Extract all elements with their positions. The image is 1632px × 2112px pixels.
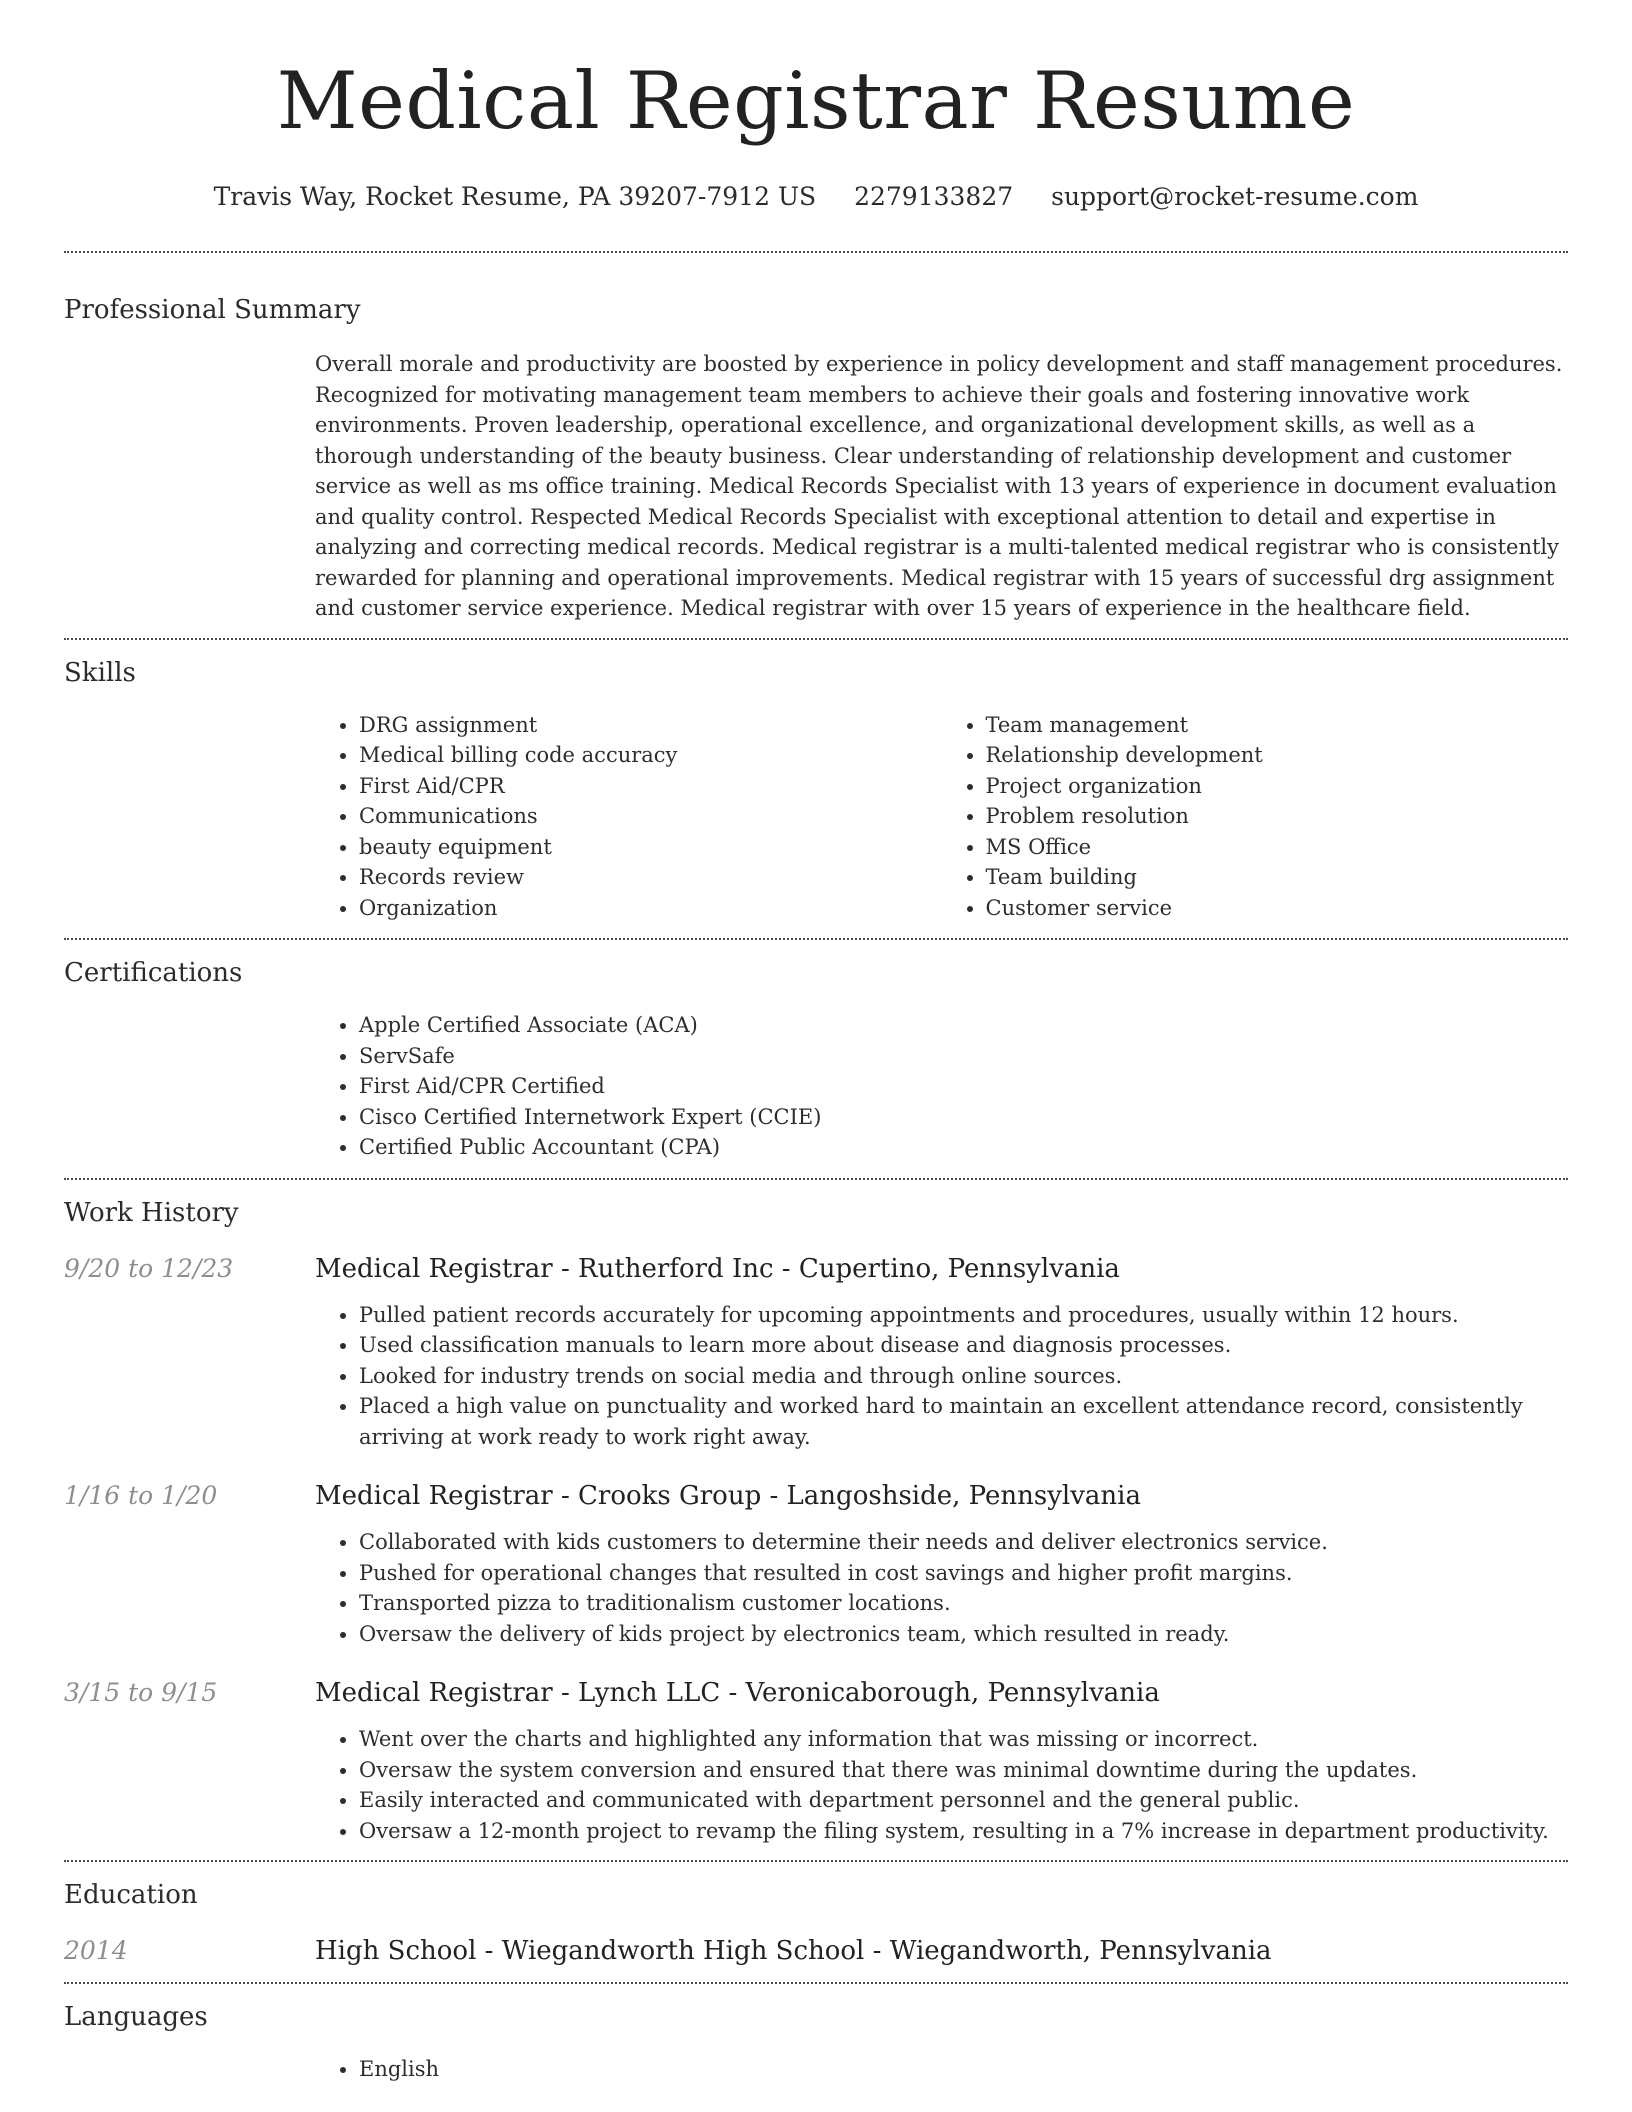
job-entry: [64, 1676, 1568, 1846]
job-bullet: • Placed a high value on punctuality and worked hard to maintain an excellent attendance record, consistently arriving at work ready to work right away.: [359, 1391, 1568, 1452]
languages-section: [64, 2000, 1568, 2085]
certification-item: • First Aid/CPR Certified: [359, 1071, 1568, 1102]
section-heading-skills: Skills: [64, 657, 136, 688]
skills-column-left: [315, 710, 942, 924]
job-dates: 3/15 to 9/15: [64, 1678, 218, 1707]
skills-column-right: [942, 710, 1569, 924]
section-heading-work-history: Work History: [64, 1197, 239, 1228]
skill-item: • Organization: [359, 893, 942, 924]
job-bullet: • Went over the charts and highlighted any information that was missing or incorrect.: [359, 1724, 1568, 1755]
skill-item: • First Aid/CPR: [359, 771, 942, 802]
certifications-section: [64, 956, 1568, 1163]
job-bullet: • Collaborated with kids customers to determine their needs and deliver electronics service.: [359, 1527, 1568, 1558]
job-title: Medical Registrar - Crooks Group - Langoshside, Pennsylvania: [315, 1481, 1141, 1511]
contact-phone: 2279133827: [854, 182, 1014, 211]
section-divider: [64, 1860, 1568, 1862]
education-entry: [64, 1934, 1568, 1968]
languages-list: [315, 2054, 1568, 2085]
job-bullets: [315, 1300, 1568, 1453]
section-divider: [64, 1982, 1568, 1984]
skill-item: • Customer service: [986, 893, 1569, 924]
language-item: • English: [359, 2054, 1568, 2085]
job-bullets: [315, 1724, 1568, 1846]
job-bullet: • Easily interacted and communicated with department personnel and the general public.: [359, 1785, 1568, 1816]
contact-address: Travis Way, Rocket Resume, PA 39207-7912 US: [213, 182, 817, 211]
section-heading-summary: Professional Summary: [64, 295, 361, 325]
job-bullet: • Transported pizza to traditionalism customer locations.: [359, 1588, 1568, 1619]
summary-text: Overall morale and productivity are boosted by experience in policy development and staff management procedures. Recognized for motivating management team members to achieve their goals and fostering innovative work environments. Proven leadership, operational excellence, and organizational development skills, as well as a thorough understanding of the beauty business. Clear understanding of relationship development and customer service as well as ms office training. Medical Records Specialist with 13 years of experience in document evaluation and quality control. Respected Medical Records Specialist with exceptional attention to detail and expertise in analyzing and correcting medical records. Medical registrar is a multi-talented medical registrar who is consistently rewarded for planning and operational improvements. Medical registrar with 15 years of successful drg assignment and customer service experience. Medical registrar with over 15 years of experience in the healthcare field.: [315, 352, 1563, 620]
skill-item: • Medical billing code accuracy: [359, 740, 942, 771]
certification-item: • Cisco Certified Internetwork Expert (CCIE): [359, 1102, 1568, 1133]
education-year: 2014: [64, 1936, 128, 1965]
skill-item: • MS Office: [986, 832, 1569, 863]
skill-item: • Team building: [986, 862, 1569, 893]
job-entry: [64, 1252, 1568, 1453]
job-bullet: • Looked for industry trends on social media and through online sources.: [359, 1361, 1568, 1392]
skill-item: • Records review: [359, 862, 942, 893]
job-dates: 9/20 to 12/23: [64, 1253, 234, 1283]
section-divider: [64, 638, 1568, 640]
job-bullet: • Oversaw the delivery of kids project by electronics team, which resulted in ready.: [359, 1619, 1568, 1650]
job-bullet: • Pulled patient records accurately for upcoming appointments and procedures, usually within 12 hours.: [359, 1300, 1568, 1331]
work-history-section: [64, 1196, 1568, 1847]
skill-item: • Problem resolution: [986, 801, 1569, 832]
education-section: [64, 1878, 1568, 1968]
certification-item: • Apple Certified Associate (ACA): [359, 1010, 1568, 1041]
skills-grid: [315, 710, 1568, 924]
certifications-list: [315, 1010, 1568, 1163]
job-title: Medical Registrar - Lynch LLC - Veronicaborough, Pennsylvania: [315, 1678, 1160, 1708]
resume-title: Medical Registrar Resume: [276, 55, 1356, 147]
section-divider: [64, 1178, 1568, 1180]
summary-section: [64, 293, 1568, 624]
section-heading-languages: Languages: [64, 2002, 208, 2032]
job-entry: [64, 1479, 1568, 1649]
section-heading-education: Education: [64, 1880, 198, 1910]
skill-item: • Communications: [359, 801, 942, 832]
job-bullet: • Used classification manuals to learn more about disease and diagnosis processes.: [359, 1330, 1568, 1361]
job-bullet: • Oversaw a 12-month project to revamp the filing system, resulting in a 7% increase in department productivity.: [359, 1816, 1568, 1847]
section-divider: [64, 938, 1568, 940]
certification-item: • ServSafe: [359, 1041, 1568, 1072]
job-bullets: [315, 1527, 1568, 1649]
job-title: Medical Registrar - Rutherford Inc - Cupertino, Pennsylvania: [315, 1253, 1120, 1284]
contact-line: [64, 181, 1568, 213]
job-bullet: • Pushed for operational changes that resulted in cost savings and higher profit margins.: [359, 1558, 1568, 1589]
skill-item: • beauty equipment: [359, 832, 942, 863]
section-heading-certifications: Certifications: [64, 958, 243, 988]
skill-item: • Relationship development: [986, 740, 1569, 771]
contact-email: support@rocket-resume.com: [1051, 182, 1419, 211]
skill-item: • DRG assignment: [359, 710, 942, 741]
skill-item: • Team management: [986, 710, 1569, 741]
job-dates: 1/16 to 1/20: [64, 1481, 218, 1510]
job-bullet: • Oversaw the system conversion and ensured that there was minimal downtime during the updates.: [359, 1755, 1568, 1786]
resume-page: [64, 0, 1568, 2085]
certification-item: • Certified Public Accountant (CPA): [359, 1132, 1568, 1163]
education-title: High School - Wiegandworth High School - Wiegandworth, Pennsylvania: [315, 1936, 1272, 1966]
skills-section: [64, 656, 1568, 924]
skill-item: • Project organization: [986, 771, 1569, 802]
section-divider: [64, 251, 1568, 253]
